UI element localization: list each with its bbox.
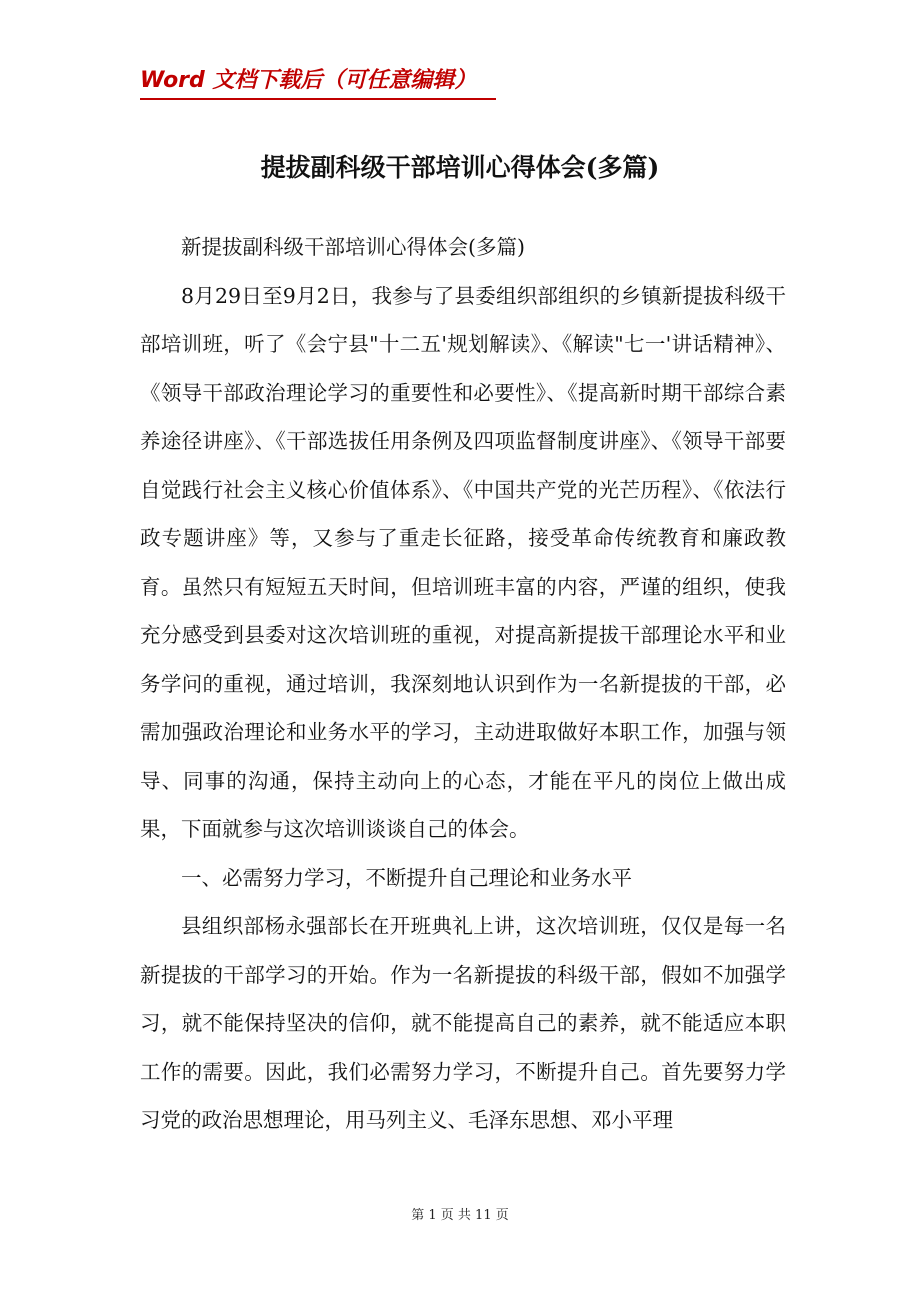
document-title: 提拔副科级干部培训心得体会(多篇) xyxy=(260,153,660,182)
page-header xyxy=(140,64,496,100)
page-number-footer: 第 1 页 共 11 页 xyxy=(411,1208,509,1223)
body-paragraph: 县组织部杨永强部长在开班典礼上讲，这次培训班，仅仅是每一名新提拔的干部学习的开始。作为一名新提拔的科级干部，假如不加强学习，就不能保持坚决的信仰，就不能提高自己的素养，就不能适应本职工作的需要。因此，我们必需努力学习，不断提升自己。首先要努力学习党的政治思想理论，用马列主义、毛泽东思想、邓小平理 xyxy=(140,914,786,1132)
subtitle-paragraph: 新提拔副科级干部培训心得体会(多篇) xyxy=(181,235,525,259)
header-text: Word 文档下载后（可任意编辑） xyxy=(140,68,477,93)
section-heading: 一、必需努力学习，不断提升自己理论和业务水平 xyxy=(181,865,632,890)
document-body xyxy=(140,223,786,1145)
body-paragraph: 8月29日至9月2日，我参与了县委组织部组织的乡镇新提拔科级干部培训班，听了《会宁县"十二五'规划解读》、《解读"七一'讲话精神》、《领导干部政治理论学习的重要性和必要性》、《提高新时期干部综合素养途径讲座》、《干部选拔任用条例及四项监督制度讲座》、《领导干部要自觉践行社会主义核心价值体系》、《中国共产党的光芒历程》、《依法行政专题讲座》等，又参与了重走长征路，接受革命传统教育和廉政教育。虽然只有短短五天时间，但培训班丰富的内容，严谨的组织，使我充分感受到县委对这次培训班的重视，对提高新提拔干部理论水平和业务学问的重视，通过培训，我深刻地认识到作为一名新提拔的干部，必需加强政治理论和业务水平的学习，主动进取做好本职工作，加强与领导、同事的沟通，保持主动向上的心态，才能在平凡的岗位上做出成果，下面就参与这次培训谈谈自己的体会。 xyxy=(140,283,786,841)
